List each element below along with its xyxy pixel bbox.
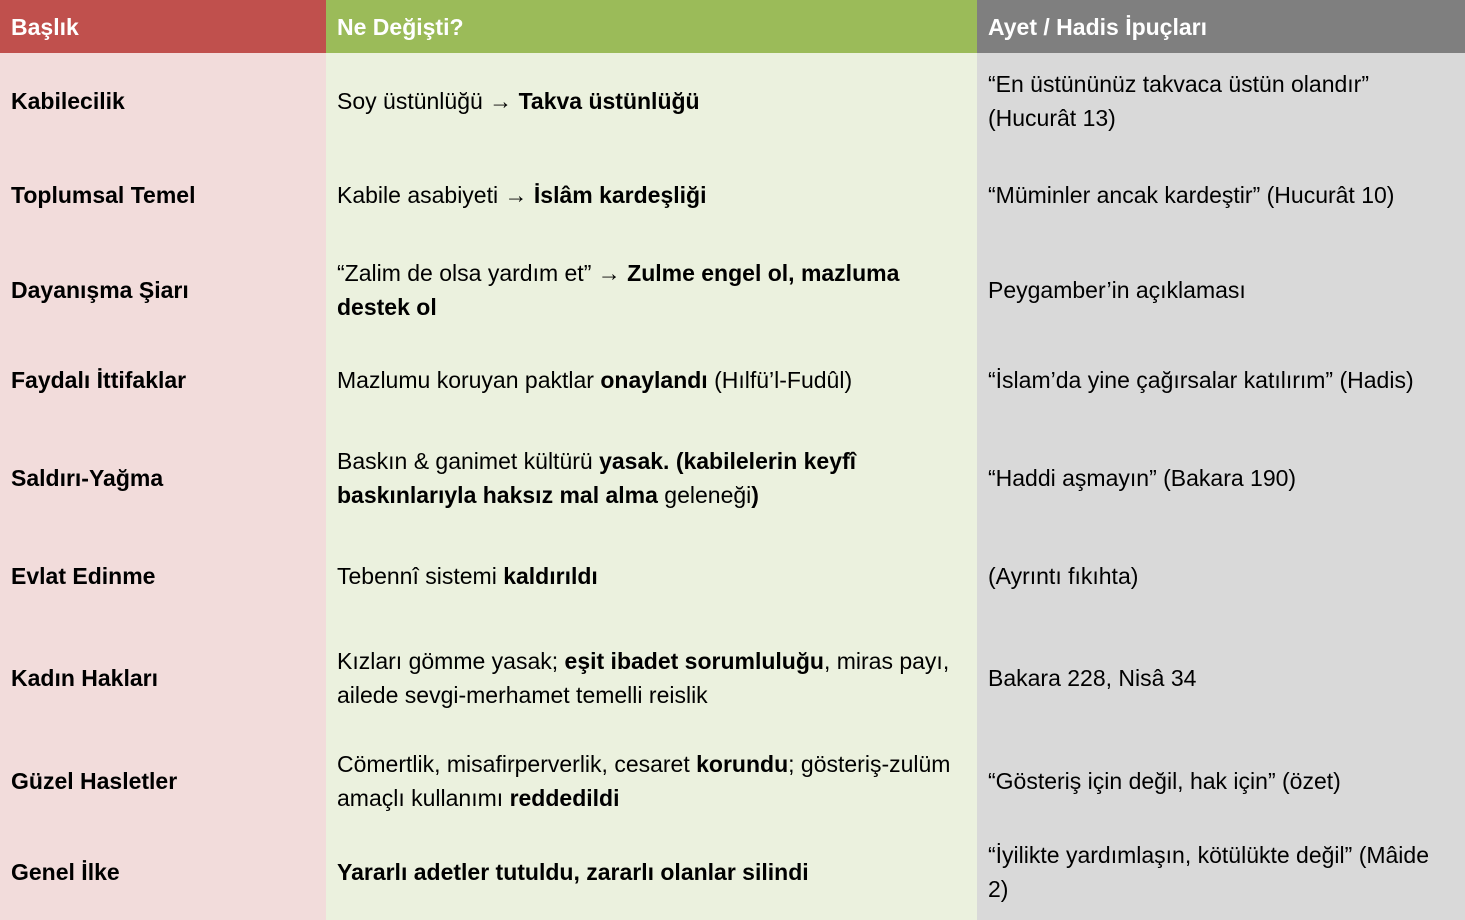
row-change-text	[337, 178, 706, 212]
change-segment: Soy üstünlüğü →	[337, 87, 519, 114]
row-change-text	[337, 363, 852, 397]
change-emphasis: reddedildi	[509, 785, 620, 811]
row-change	[326, 618, 977, 738]
row-topic: Saldırı-Yağma	[0, 421, 326, 534]
header-change: Ne Değişti?	[326, 0, 977, 53]
row-topic: Güzel Hasletler	[0, 738, 326, 824]
row-change	[326, 738, 977, 824]
row-change-text	[337, 559, 598, 593]
change-segment: Kabile asabiyeti →	[337, 182, 534, 208]
row-reference	[977, 824, 1465, 920]
change-segment: geleneği	[657, 481, 752, 508]
change-emphasis: Zulme engel ol, mazluma destek ol	[337, 260, 900, 320]
change-segment: Baskın & ganimet kültürü	[337, 447, 600, 474]
row-change	[326, 53, 977, 148]
row-topic: Evlat Edinme	[0, 534, 326, 618]
row-reference	[977, 53, 1465, 148]
row-reference-text: “İslam’da yine çağırsalar katılırım” (Hadis)	[988, 366, 1414, 393]
row-reference	[977, 338, 1465, 421]
change-emphasis: onaylandı	[600, 366, 708, 393]
row-reference	[977, 534, 1465, 618]
change-emphasis: korundu	[696, 751, 789, 777]
header-reference: Ayet / Hadis İpuçları	[977, 0, 1465, 53]
row-change	[326, 338, 977, 421]
row-reference-text: Bakara 228, Nisâ 34	[988, 665, 1197, 691]
change-segment: ; gösteriş-zulüm amaçlı kullanımı	[337, 751, 951, 811]
row-topic: Dayanışma Şiarı	[0, 242, 326, 338]
change-emphasis: )	[751, 481, 759, 508]
row-reference-text: “Gösteriş için değil, hak için” (özet)	[988, 768, 1341, 794]
row-reference	[977, 618, 1465, 738]
change-emphasis: kaldırıldı	[503, 563, 598, 589]
row-topic: Kabilecilik	[0, 53, 326, 148]
row-reference-text: “İyilikte yardımlaşın, kötülükte değil” (Mâide 2)	[988, 842, 1429, 902]
row-reference	[977, 421, 1465, 534]
row-change-text	[337, 747, 966, 815]
change-emphasis: İslâm kardeşliği	[533, 182, 707, 208]
change-emphasis: yasak. (kabilelerin keyfî baskınlarıyla haksız mal alma	[337, 447, 857, 508]
row-change	[326, 534, 977, 618]
row-change	[326, 421, 977, 534]
row-change	[326, 148, 977, 242]
header-topic: Başlık	[0, 0, 326, 53]
change-segment: Cömertlik, misafirperverlik, cesaret	[337, 751, 697, 777]
row-reference-text: “Haddi aşmayın” (Bakara 190)	[988, 464, 1297, 491]
change-segment: “Zalim de olsa yardım et” →	[337, 260, 628, 286]
row-change-text	[337, 256, 966, 324]
change-segment: Tebennî sistemi	[337, 563, 504, 589]
change-segment: (Hılfü’l-Fudûl)	[707, 366, 853, 393]
row-reference-text: Peygamber’in açıklaması	[988, 277, 1246, 303]
change-emphasis: eşit ibadet sorumluluğu	[564, 648, 824, 674]
change-segment: Kızları gömme yasak;	[337, 648, 565, 674]
row-change-text	[337, 84, 700, 118]
row-change-text	[337, 855, 809, 889]
row-change	[326, 824, 977, 920]
row-reference	[977, 148, 1465, 242]
row-reference	[977, 738, 1465, 824]
row-topic: Genel İlke	[0, 824, 326, 920]
row-topic: Kadın Hakları	[0, 618, 326, 738]
change-segment: Mazlumu koruyan paktlar	[337, 366, 601, 393]
row-reference	[977, 242, 1465, 338]
row-topic: Toplumsal Temel	[0, 148, 326, 242]
row-change-text	[337, 644, 966, 712]
change-emphasis: Takva üstünlüğü	[518, 87, 700, 114]
row-reference-text: (Ayrıntı fıkıhta)	[988, 563, 1139, 589]
change-emphasis: Yararlı adetler tutuldu, zararlı olanlar silindi	[337, 859, 809, 885]
row-change-text	[337, 444, 966, 512]
row-reference-text: “Müminler ancak kardeştir” (Hucurât 10)	[988, 182, 1395, 208]
change-segment: , miras payı, ailede sevgi-merhamet temelli reislik	[337, 648, 950, 708]
row-change	[326, 242, 977, 338]
row-topic: Faydalı İttifaklar	[0, 338, 326, 421]
row-reference-text: “En üstününüz takvaca üstün olandır” (Hucurât 13)	[988, 70, 1370, 131]
